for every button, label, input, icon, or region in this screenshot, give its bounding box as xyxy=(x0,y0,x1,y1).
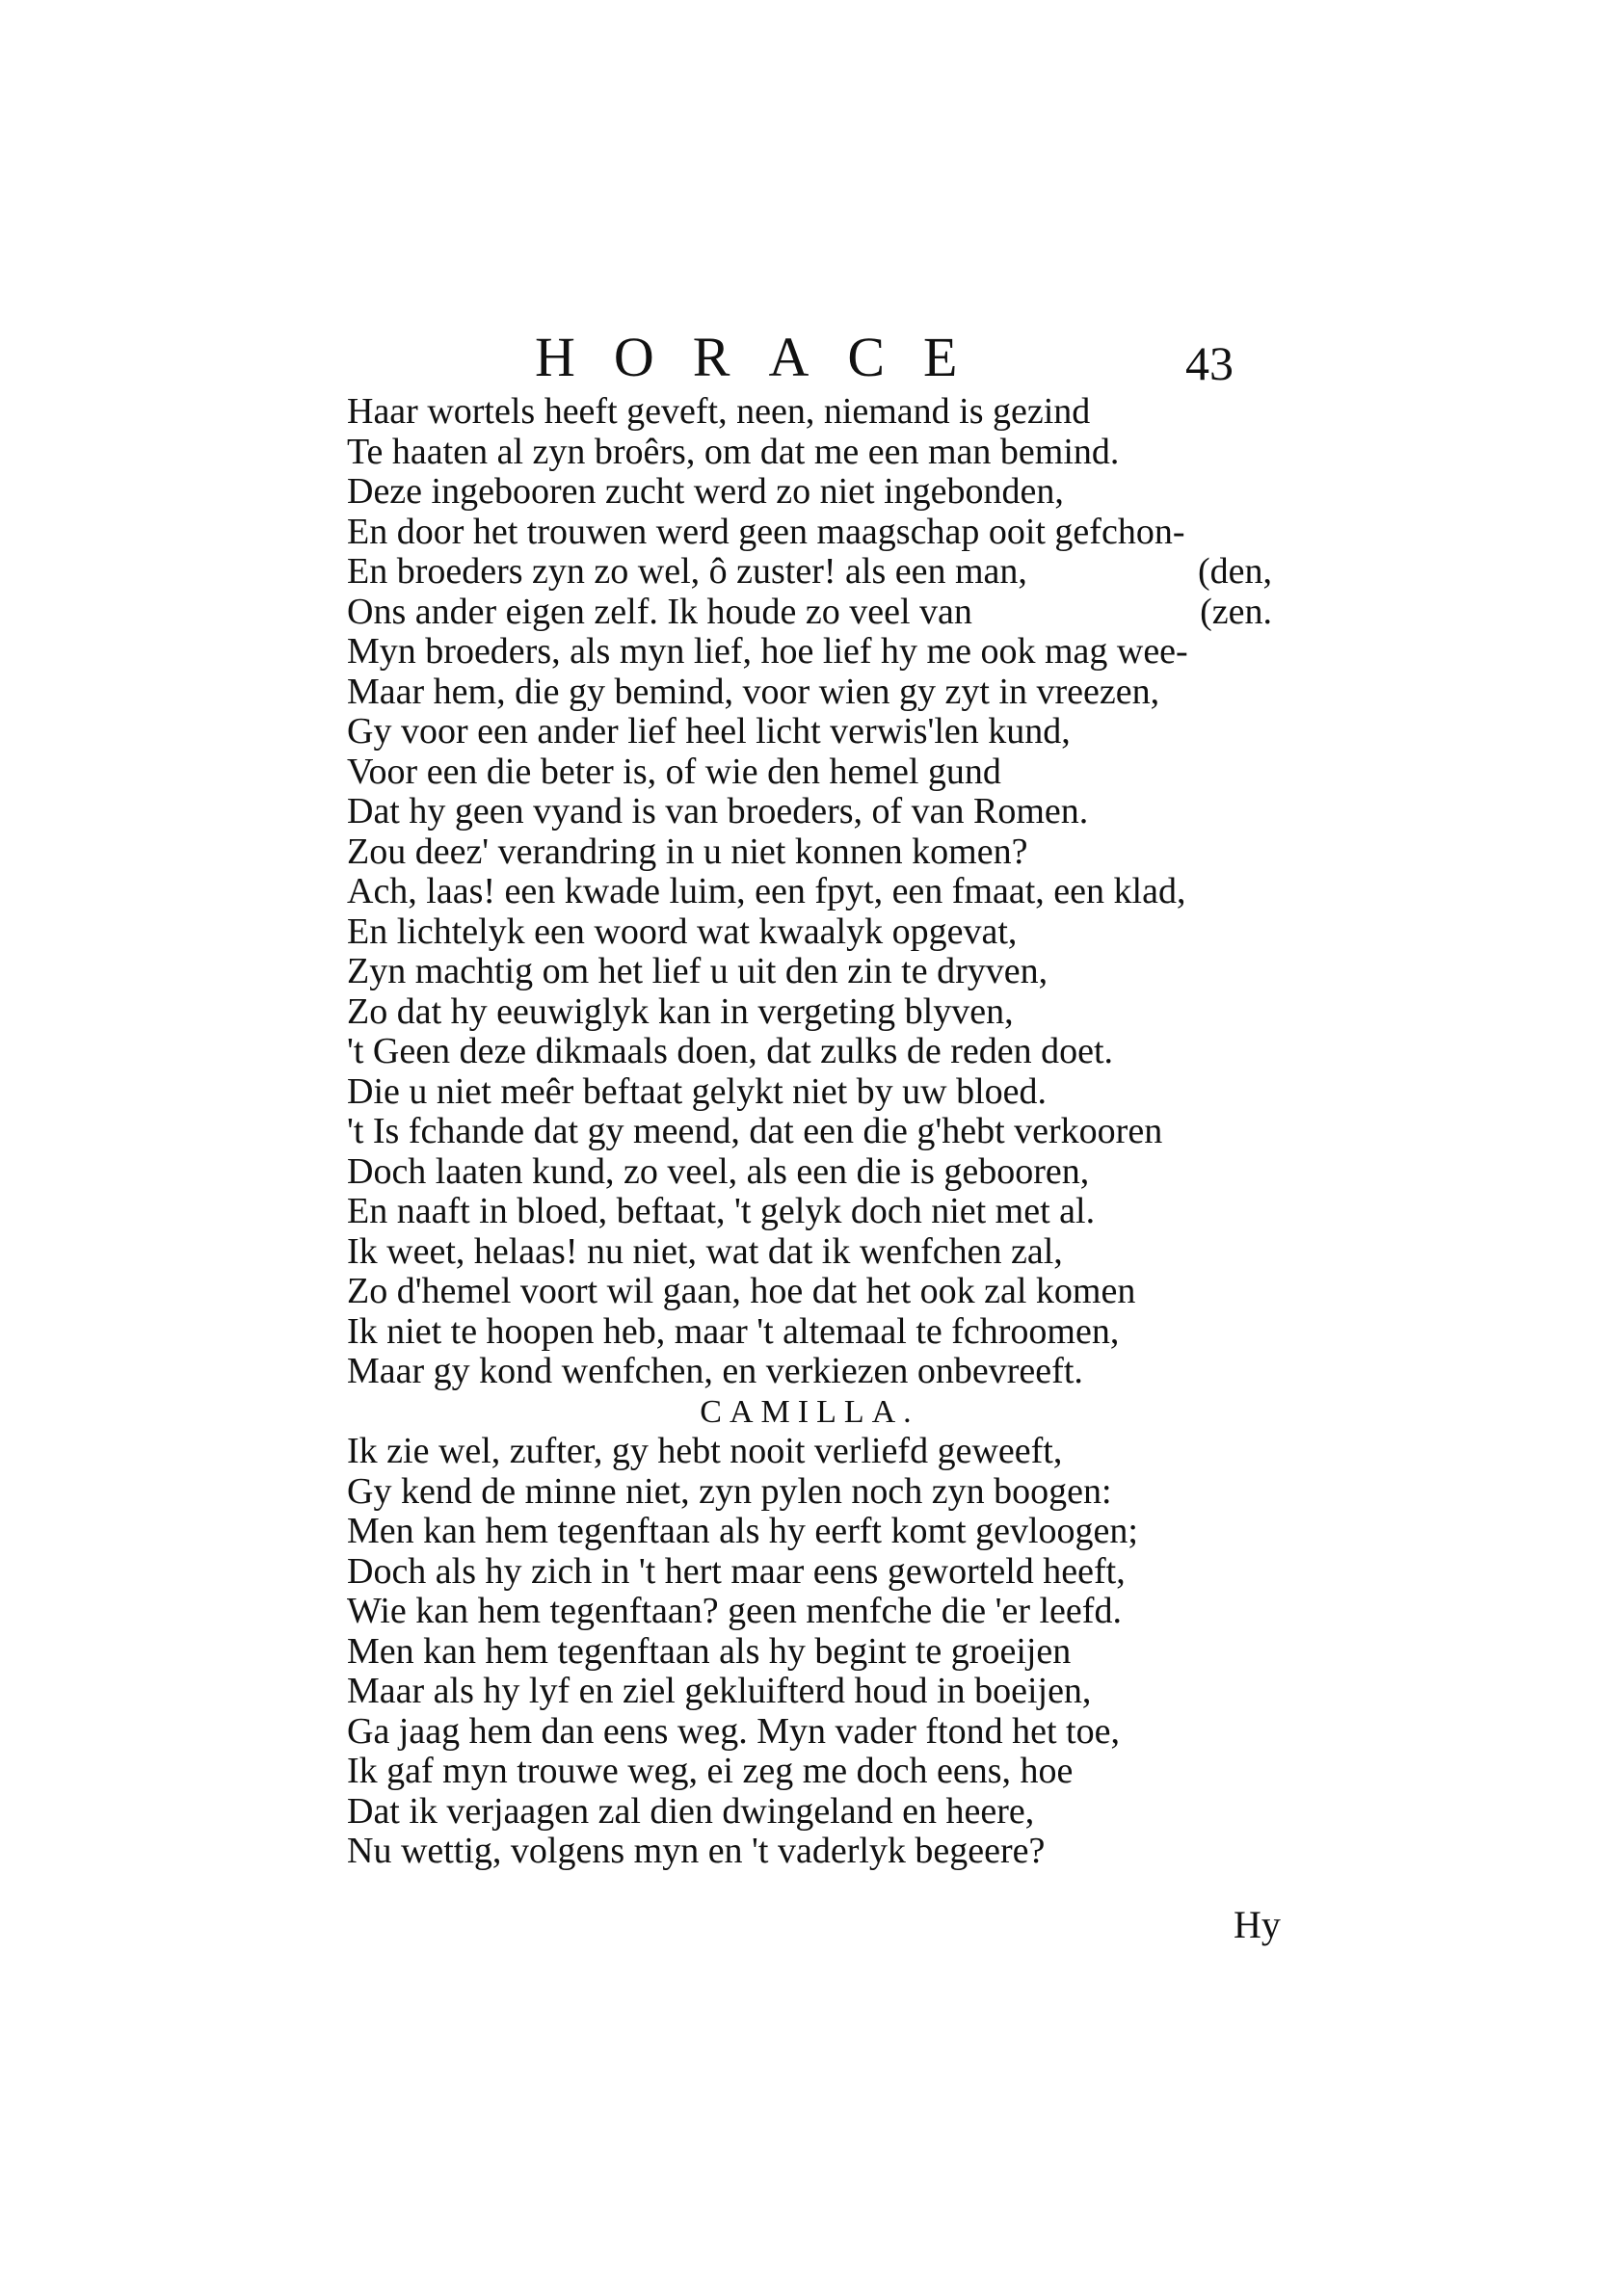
running-title: HORACE xyxy=(535,326,996,388)
verse-line xyxy=(347,673,1272,713)
verse-line xyxy=(347,552,1272,593)
verse-line-text: Haar wortels heeft geveft, neen, niemand is gezind xyxy=(347,391,1091,432)
verse-line-text: Maar als hy lyf en ziel gekluifterd houd in boeijen, xyxy=(347,1671,1092,1711)
verse-line-text: Ik zie wel, zufter, gy hebt nooit verliefd geweeft, xyxy=(347,1431,1063,1471)
speaker-name xyxy=(347,1392,1272,1433)
verse-line xyxy=(347,1032,1272,1072)
verse-line xyxy=(347,632,1272,673)
verse-line xyxy=(347,1072,1272,1113)
page-number: 43 xyxy=(1185,336,1234,390)
verse-line xyxy=(347,513,1272,553)
verse-line xyxy=(347,1432,1272,1472)
verse-line-text: Ons ander eigen zelf. Ik houde zo veel van xyxy=(347,591,972,632)
verse-line xyxy=(347,832,1272,873)
verse-line xyxy=(347,1792,1272,1833)
verse-line xyxy=(347,1832,1272,1872)
verse-line xyxy=(347,472,1272,513)
verse-line xyxy=(347,1752,1272,1792)
verse-line-text: Te haaten al zyn broêrs, om dat me een man bemind. xyxy=(347,431,1120,472)
verse-line-text: 't Geen deze dikmaals doen, dat zulks de reden doet. xyxy=(347,1031,1114,1071)
verse-line xyxy=(347,1632,1272,1673)
verse-line-text: Dat ik verjaagen zal dien dwingeland en heere, xyxy=(347,1790,1035,1832)
verse-line-text: Gy voor een ander lief heel licht verwis'len kund, xyxy=(347,711,1071,752)
verse-line xyxy=(347,392,1272,433)
verse-line xyxy=(347,792,1272,832)
verse-line xyxy=(347,1472,1272,1513)
verse-line-text: Myn broeders, als myn lief, hoe lief hy me ook mag wee- xyxy=(347,631,1188,672)
verse-line xyxy=(347,1232,1272,1273)
verse-line-text: En door het trouwen werd geen maagschap ooit gefchon- xyxy=(347,511,1185,552)
verse-line-text: Ik weet, helaas! nu niet, wat dat ik wenfchen zal, xyxy=(347,1230,1063,1272)
verse-line-text: Men kan hem tegenftaan als hy begint te groeijen xyxy=(347,1630,1072,1672)
verse-line xyxy=(347,752,1272,793)
verse-line-text: Ik gaf myn trouwe weg, ei zeg me doch eens, hoe xyxy=(347,1751,1074,1791)
verse-line xyxy=(347,1112,1272,1152)
verse-line xyxy=(347,1152,1272,1193)
verse-line-text: En naaft in bloed, beftaat, 't gelyk doch niet met al. xyxy=(347,1191,1096,1231)
verse-line-text: Voor een die beter is, of wie den hemel gund xyxy=(347,751,1001,792)
verse-line-text: Dat hy geen vyand is van broeders, of van Romen. xyxy=(347,791,1089,831)
verse-line-text: En lichtelyk een woord wat kwaalyk opgevat, xyxy=(347,910,1018,952)
verse-line-text: Gy kend de minne niet, zyn pylen noch zyn boogen: xyxy=(347,1470,1112,1512)
verse-line-text: Ga jaag hem dan eens weg. Myn vader ftond het toe, xyxy=(347,1710,1120,1752)
verse-line-text: Zyn machtig om het lief u uit den zin te dryven, xyxy=(347,951,1048,991)
verse-line-text: Ach, laas! een kwade luim, een fpyt, een fmaat, een klad, xyxy=(347,871,1186,911)
verse-line-text: Maar hem, die gy bemind, voor wien gy zyt in vreezen, xyxy=(347,671,1160,712)
verse-line xyxy=(347,1512,1272,1552)
verse-text-block xyxy=(347,392,1272,1872)
verse-line-text: Zo d'hemel voort wil gaan, hoe dat het ook zal komen xyxy=(347,1271,1136,1311)
verse-line xyxy=(347,712,1272,752)
verse-line xyxy=(347,1552,1272,1593)
verse-line-text: Doch als hy zich in 't hert maar eens geworteld heeft, xyxy=(347,1550,1126,1592)
verse-line-text: Wie kan hem tegenftaan? geen menfche die 'er leefd. xyxy=(347,1591,1122,1631)
verse-line-text: Zo dat hy eeuwiglyk kan in vergeting blyven, xyxy=(347,990,1014,1032)
verse-line xyxy=(347,433,1272,473)
verse-line xyxy=(347,1272,1272,1312)
verse-line-text: En broeders zyn zo wel, ô zuster! als een man, xyxy=(347,551,1027,592)
verse-line-text: Ik niet te hoopen heb, maar 't altemaal te fchroomen, xyxy=(347,1310,1120,1352)
speaker-label: CAMILLA. xyxy=(700,1393,919,1430)
verse-line-text: Maar gy kond wenfchen, en verkiezen onbevreeft. xyxy=(347,1351,1083,1391)
verse-line xyxy=(347,1352,1272,1392)
verse-line-text: Die u niet meêr beftaat gelykt niet by uw bloed. xyxy=(347,1070,1047,1112)
verse-line xyxy=(347,1312,1272,1353)
verse-line-text: Deze ingebooren zucht werd zo niet ingebonden, xyxy=(347,471,1064,512)
verse-line-text: Nu wettig, volgens myn en 't vaderlyk begeere? xyxy=(347,1831,1046,1871)
catchword: Hy xyxy=(1234,1903,1281,1946)
verse-line-text: 't Is fchande dat gy meend, dat een die g'hebt verkooren xyxy=(347,1111,1163,1151)
verse-line xyxy=(347,952,1272,992)
verse-line-text: Men kan hem tegenftaan als hy eerft komt gevloogen; xyxy=(347,1511,1138,1551)
verse-line xyxy=(347,1192,1272,1232)
verse-line xyxy=(347,593,1272,633)
verse-line xyxy=(347,1712,1272,1753)
verse-line xyxy=(347,912,1272,953)
verse-line-text: Zou deez' verandring in u niet konnen komen? xyxy=(347,831,1028,872)
turnover-fragment: (den, xyxy=(1197,551,1272,592)
verse-line xyxy=(347,1672,1272,1712)
verse-line xyxy=(347,872,1272,912)
turnover-fragment: (zen. xyxy=(1200,591,1272,632)
verse-line xyxy=(347,1592,1272,1632)
verse-line xyxy=(347,992,1272,1033)
verse-line-text: Doch laaten kund, zo veel, als een die is gebooren, xyxy=(347,1150,1090,1192)
